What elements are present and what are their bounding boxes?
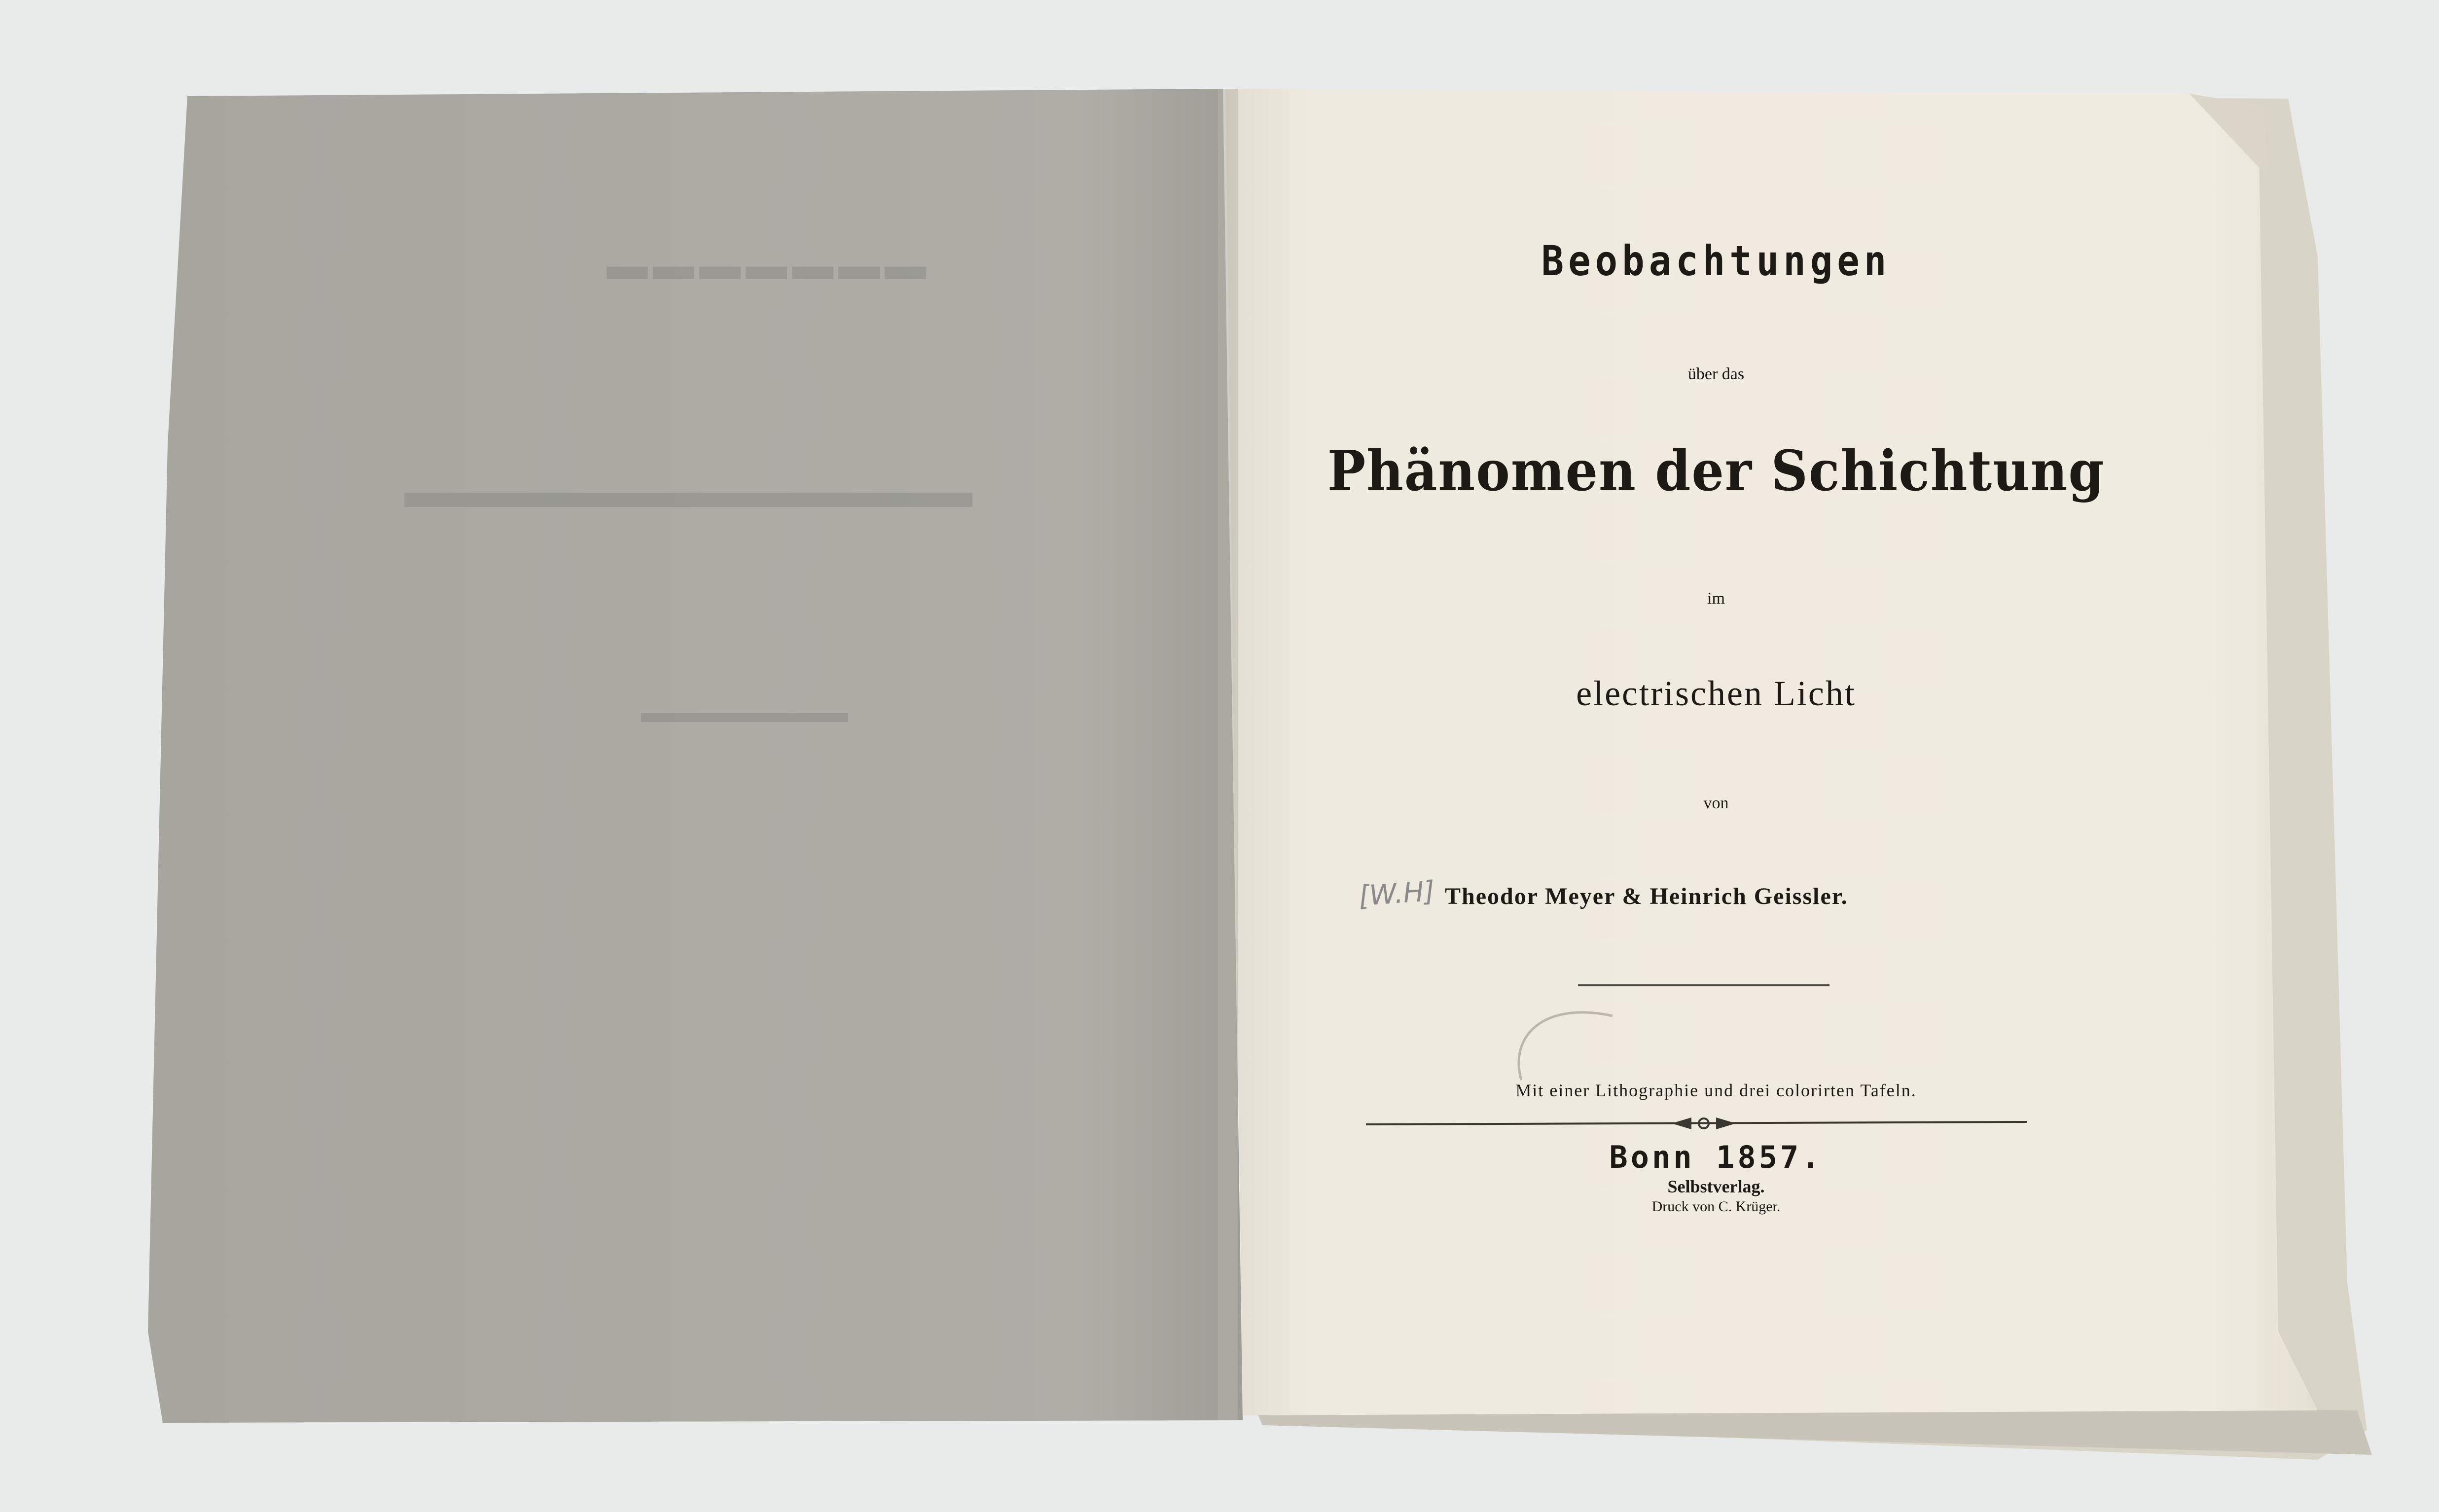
show-through-text: ▬▬▬▬▬▬▬ (607, 243, 931, 288)
spine-shadow (1218, 89, 1238, 1420)
authors: Theodor Meyer & Heinrich Geissler. (1445, 883, 1848, 909)
publisher: Selbstverlag. (1667, 1177, 1765, 1196)
show-through-text: ▬▬▬▬▬▬▬▬▬▬▬▬ (404, 465, 972, 517)
plates-note: Mit einer Lithographie und drei colorirten Tafeln. (1515, 1080, 1917, 1100)
book-title: Beobachtungen (1541, 237, 1891, 285)
imprint-city-year: Bonn 1857. (1609, 1139, 1823, 1175)
by-label: von (1703, 794, 1729, 812)
title-connector-in: im (1707, 589, 1725, 608)
printer: Druck von C. Krüger. (1651, 1198, 1781, 1215)
right-title-page (1225, 89, 2318, 1415)
handwritten-annotation: [W.H] (1357, 875, 1436, 913)
subtitle: electrischen Licht (1576, 674, 1856, 713)
show-through-text: ▬▬▬▬▬▬▬ (641, 696, 848, 728)
title-connector: über das (1687, 365, 1745, 383)
main-title: Phänomen der Schichtung (1327, 439, 2105, 504)
